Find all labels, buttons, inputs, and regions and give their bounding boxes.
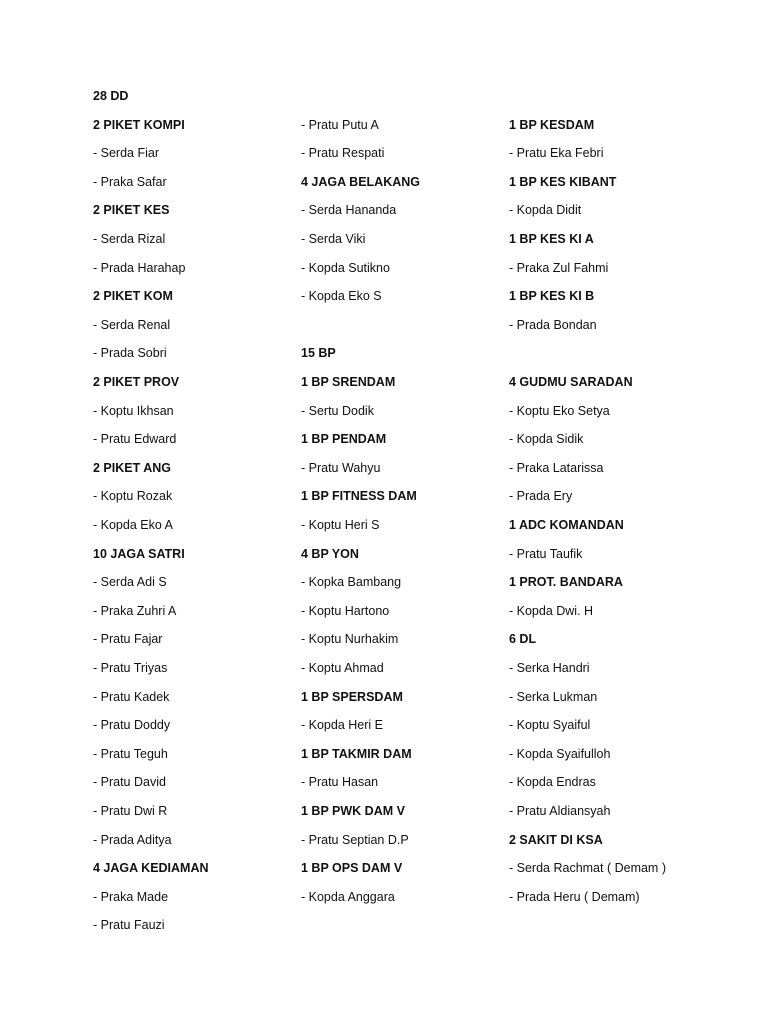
- roster-entry: - Pratu Teguh: [93, 746, 168, 761]
- roster-entry: - Pratu Dwi R: [93, 804, 168, 818]
- roster-entry: - Prada Harahap: [93, 260, 186, 275]
- roster-entry: - Serda Hananda: [301, 203, 397, 218]
- roster-entry: - Serda Viki: [301, 232, 366, 246]
- roster-entry: - Kopda Dwi. H: [509, 603, 594, 618]
- roster-entry: - Pratu Fauzi: [93, 918, 165, 933]
- roster-entry: - Praka Zul Fahmi: [509, 260, 609, 275]
- roster-entry: - Kopda Sidik: [509, 432, 584, 447]
- section-heading: 2 PIKET KOM: [93, 289, 173, 304]
- roster-entry: - Kopka Bambang: [301, 575, 402, 590]
- section-heading: 1 BP TAKMIR DAM: [301, 746, 412, 761]
- roster-entry: - Koptu Ikhsan: [93, 403, 174, 418]
- section-heading: 2 SAKIT DI KSA: [509, 832, 603, 847]
- roster-entry: - Koptu Syaiful: [509, 718, 591, 733]
- section-heading: 10 JAGA SATRI: [93, 546, 185, 561]
- roster-entry: - Pratu Putu A: [301, 117, 379, 132]
- roster-entry: - Pratu Fajar: [93, 632, 163, 647]
- roster-entry: - Pratu Wahyu: [301, 460, 381, 475]
- section-heading: 2 PIKET ANG: [93, 460, 172, 475]
- roster-entry: - Kopda Didit: [509, 203, 582, 218]
- section-heading: 6 DL: [509, 632, 537, 647]
- roster-entry: - Kopda Sutikno: [301, 260, 390, 275]
- roster-entry: - Prada Sobri: [93, 346, 167, 361]
- section-heading: 1 BP SRENDAM: [301, 375, 396, 389]
- section-heading: 2 PIKET PROV: [93, 375, 180, 389]
- section-heading: 1 BP SPERSDAM: [301, 689, 403, 704]
- roster-entry: - Serda Rizal: [93, 232, 166, 246]
- section-heading: 4 JAGA BELAKANG: [301, 174, 420, 189]
- section-heading: 1 BP KES KIBANT: [509, 174, 617, 189]
- roster-entry: - Pratu Doddy: [93, 718, 171, 733]
- roster-entry: - Pratu Triyas: [93, 661, 168, 675]
- roster-entry: - Kopda Eko S: [301, 289, 382, 304]
- section-heading: 1 BP KES KI B: [509, 289, 595, 304]
- roster-entry: - Serda Renal: [93, 317, 171, 332]
- section-heading: 1 PROT. BANDARA: [509, 575, 623, 590]
- section-heading: 28 DD: [93, 89, 129, 103]
- section-heading: 2 PIKET KOMPI: [93, 117, 185, 132]
- section-heading: 1 BP KES KI A: [509, 232, 594, 246]
- roster-entry: - Sertu Dodik: [301, 403, 374, 418]
- roster-entry: - Pratu Respati: [301, 146, 385, 161]
- section-heading: 1 BP KESDAM: [509, 117, 595, 132]
- roster-entry: - Pratu Edward: [93, 432, 177, 447]
- roster-entry: - Kopda Heri E: [301, 718, 383, 733]
- roster-entry: - Koptu Ahmad: [301, 661, 384, 675]
- section-heading: 4 BP YON: [301, 546, 359, 561]
- roster-entry: - Serda Adi S: [93, 575, 167, 590]
- roster-entry: - Koptu Heri S: [301, 518, 380, 532]
- section-heading: 2 PIKET KES: [93, 203, 170, 218]
- section-heading: 1 BP PENDAM: [301, 432, 387, 447]
- roster-entry: - Pratu Eka Febri: [509, 146, 604, 161]
- roster-entry: - Kopda Anggara: [301, 889, 395, 904]
- roster-entry: - Kopda Endras: [509, 775, 596, 790]
- roster-entry: - Praka Zuhri A: [93, 603, 177, 618]
- roster-entry: - Praka Made: [93, 889, 169, 904]
- section-heading: 15 BP: [301, 346, 336, 361]
- roster-entry: - Prada Ery: [509, 489, 573, 504]
- section-heading: 1 ADC KOMANDAN: [509, 518, 624, 532]
- roster-entry: - Serka Handri: [509, 661, 590, 675]
- section-heading: 1 BP PWK DAM V: [301, 804, 405, 818]
- roster-entry: - Pratu Hasan: [301, 775, 379, 790]
- roster-entry: - Serka Lukman: [509, 689, 598, 704]
- roster-entry: - Pratu Taufik: [509, 546, 583, 561]
- roster-entry: - Kopda Eko A: [93, 518, 173, 532]
- section-heading: 1 BP FITNESS DAM: [301, 489, 417, 504]
- roster-entry: - Serda Fiar: [93, 146, 159, 161]
- roster-entry: - Pratu Aldiansyah: [509, 804, 611, 818]
- roster-entry: - Prada Heru ( Demam): [509, 889, 640, 904]
- roster-entry: - Prada Bondan: [509, 317, 597, 332]
- roster-entry: - Serda Rachmat ( Demam ): [509, 861, 666, 876]
- roster-entry: - Koptu Hartono: [301, 603, 390, 618]
- roster-entry: - Praka Safar: [93, 174, 167, 189]
- section-heading: 4 JAGA KEDIAMAN: [93, 861, 209, 876]
- roster-entry: - Pratu Kadek: [93, 689, 170, 704]
- roster-entry: - Pratu David: [93, 775, 166, 790]
- roster-entry: - Kopda Syaifulloh: [509, 746, 611, 761]
- section-heading: 1 BP OPS DAM V: [301, 861, 403, 876]
- roster-entry: - Koptu Nurhakim: [301, 632, 399, 647]
- roster-entry: - Prada Aditya: [93, 832, 172, 847]
- roster-entry: - Pratu Septian D.P: [301, 832, 409, 847]
- roster-entry: - Koptu Rozak: [93, 489, 173, 504]
- section-heading: 4 GUDMU SARADAN: [509, 375, 633, 389]
- roster-entry: - Koptu Eko Setya: [509, 403, 610, 418]
- roster-entry: - Praka Latarissa: [509, 460, 604, 475]
